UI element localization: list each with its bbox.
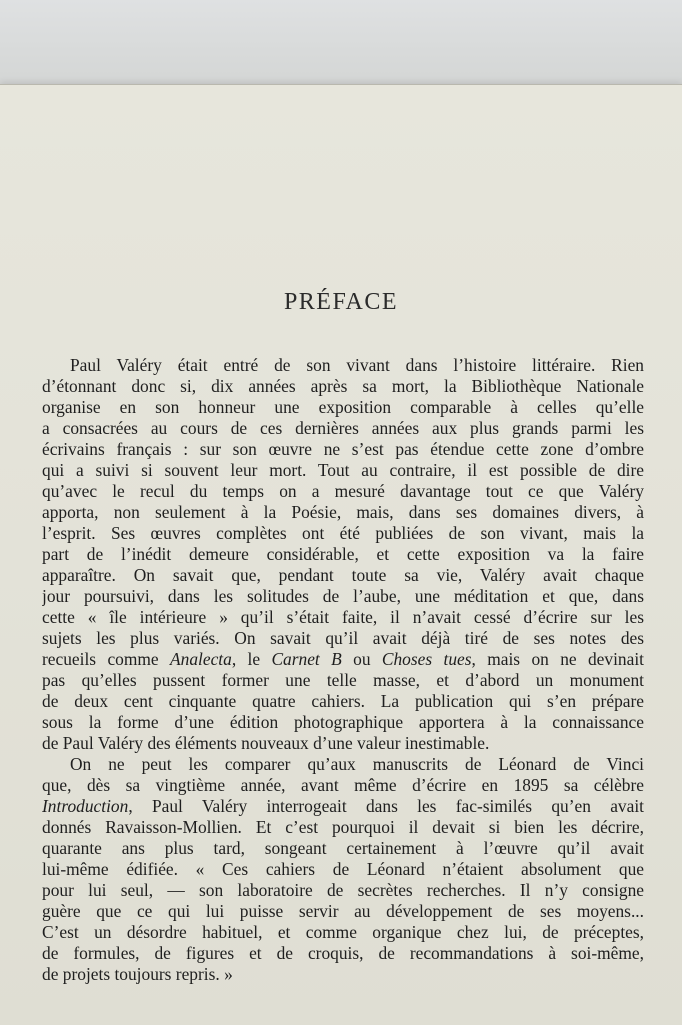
text-line: cette « île intérieure » qu’il s’était faite, il n’avait cessé d’écrire sur les	[42, 607, 644, 627]
text-line: a consacrées au cours de ces dernières années aux plus grands parmi les	[42, 418, 644, 438]
text-line: quarante ans plus tard, songeant certainement à l’œuvre qu’il avait	[42, 838, 644, 858]
text-line: apporta, non seulement à la Poésie, mais, dans ses domaines divers, à	[42, 502, 644, 522]
text-line: qui a suivi si souvent leur mort. Tout au contraire, il est possible de dire	[42, 460, 644, 480]
book-page	[0, 84, 682, 1025]
page-title: PRÉFACE	[283, 289, 399, 315]
text-line: sujets les plus variés. On savait qu’il avait déjà tiré de ses notes des	[42, 628, 644, 648]
text-line: l’esprit. Ses œuvres complètes ont été publiées de son vivant, mais la	[42, 523, 644, 543]
text-line: lui-même édifiée. « Ces cahiers de Léonard n’étaient absolument que	[42, 859, 644, 879]
text-line: On ne peut les comparer qu’aux manuscrits de Léonard de Vinci	[70, 754, 644, 774]
text-line: de projets toujours repris. »	[42, 964, 233, 984]
text-line: qu’avec le recul du temps on a mesuré davantage tout ce que Valéry	[42, 481, 644, 501]
text-line: organise en son honneur une exposition comparable à celles qu’elle	[42, 397, 644, 417]
text-line: d’étonnant donc si, dix années après sa mort, la Bibliothèque Nationale	[42, 376, 644, 396]
text-line: C’est un désordre habituel, et comme organique chez lui, de préceptes,	[42, 922, 644, 942]
text-line: jour poursuivi, dans les solitudes de l’aube, une méditation et que, dans	[42, 586, 644, 606]
text-line: recueils comme Analecta, le Carnet B ou Choses tues, mais on ne devinait	[42, 649, 644, 669]
text-line: de deux cent cinquante quatre cahiers. La publication qui s’en prépare	[42, 691, 644, 711]
preface-text	[42, 355, 644, 985]
text-line: Introduction, Paul Valéry interrogeait dans les fac-similés qu’en avait	[42, 796, 644, 816]
text-line: de Paul Valéry des éléments nouveaux d’une valeur inestimable.	[42, 733, 490, 753]
text-line: pour lui seul, — son laboratoire de secrètes recherches. Il n’y consigne	[42, 880, 644, 900]
text-line: sous la forme d’une édition photographique apportera à la connaissance	[42, 712, 644, 732]
text-line: guère que ce qui lui puisse servir au développement de ses moyens...	[42, 901, 644, 921]
text-line: de formules, de figures et de croquis, de recommandations à soi-même,	[42, 943, 644, 963]
text-line: Paul Valéry était entré de son vivant dans l’histoire littéraire. Rien	[70, 355, 644, 375]
text-line: apparaître. On savait que, pendant toute sa vie, Valéry avait chaque	[42, 565, 644, 585]
text-line: écrivains français : sur son œuvre ne s’est pas étendue cette zone d’ombre	[42, 439, 644, 459]
text-line: pas qu’elles pussent former une telle masse, et d’abord un monument	[42, 670, 644, 690]
text-line: que, dès sa vingtième année, avant même d’écrire en 1895 sa célèbre	[42, 775, 644, 795]
text-line: donnés Ravaisson-Mollien. Et c’est pourquoi il devait si bien les décrire,	[42, 817, 644, 837]
text-line: part de l’inédit demeure considérable, et cette exposition va la faire	[42, 544, 644, 564]
